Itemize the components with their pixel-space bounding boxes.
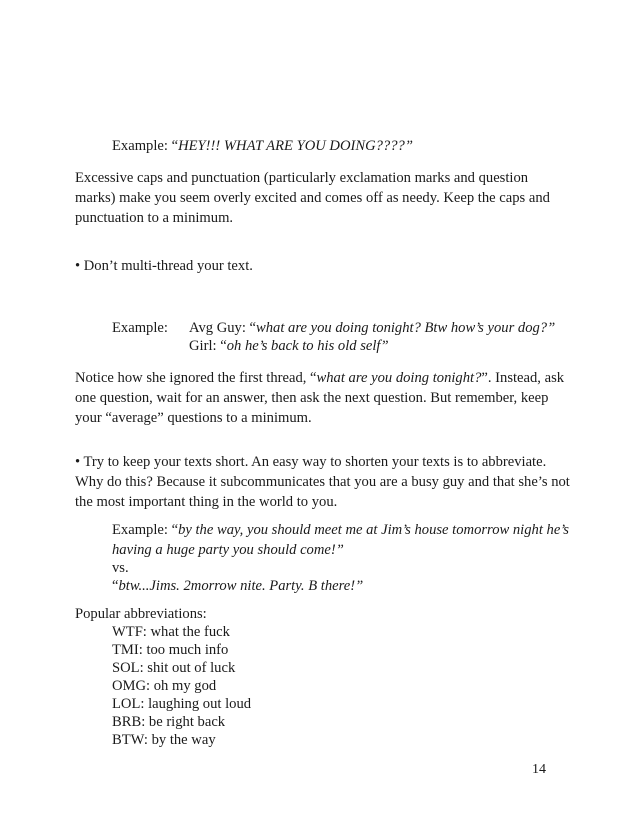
example-text: HEY!!! WHAT ARE YOU DOING???? (178, 138, 405, 154)
example-label: Example: (112, 138, 168, 154)
example2-label: Example: (112, 320, 168, 336)
tip-short-paragraph (75, 452, 575, 512)
close-quote: ” (404, 138, 413, 154)
abbreviations-heading: Popular abbreviations: (75, 606, 207, 622)
example-label: Example: “ (112, 522, 179, 538)
open-quote: “ (112, 578, 119, 594)
paragraph-line: marks) make you seem overly excited and comes off as needy. Keep the caps and (75, 190, 550, 206)
guy-speaker: Avg Guy: “ (189, 320, 257, 336)
text-run: Notice how she ignored the first thread, “ (75, 370, 317, 386)
abbreviation-item: WTF: what the fuck (112, 624, 230, 640)
example3-line2: having a huge party you should come!” (112, 542, 344, 558)
example3-line4 (112, 576, 363, 596)
italic-run: what are you doing tonight? (316, 370, 482, 386)
example3-vs: vs. (112, 560, 129, 576)
abbreviation-item: BRB: be right back (112, 714, 226, 730)
paragraph-line: Excessive caps and punctuation (particularly exclamation marks and question (75, 170, 529, 186)
abbreviation-item: LOL: laughing out loud (112, 696, 252, 712)
girl-speaker: Girl: “ (189, 338, 227, 354)
italic-run: by the way, you should meet me at Jim’s house tomorrow night he’s (178, 522, 569, 538)
text-run: ”. Instead, ask (481, 370, 565, 386)
example3-line1 (112, 520, 569, 540)
girl-text: oh he’s back to his old self” (226, 338, 389, 354)
guy-text: what are you doing tonight? Btw how’s your dog?” (256, 320, 556, 336)
page-number: 14 (532, 762, 546, 777)
abbreviation-item: SOL: shit out of luck (112, 660, 236, 676)
girl-message (189, 336, 389, 356)
notice-paragraph (75, 368, 575, 428)
paragraph-line (75, 368, 575, 388)
tip-multithread: • Don’t multi-thread your text. (75, 258, 253, 274)
paragraph-line: punctuation to a minimum. (75, 210, 234, 226)
caps-paragraph (75, 168, 575, 228)
paragraph-line: one question, wait for an answer, then ask the next question. But remember, keep (75, 390, 549, 406)
paragraph-line: • Try to keep your texts short. An easy way to shorten your texts is to abbreviate. (75, 454, 547, 470)
paragraph-line: Why do this? Because it subcommunicates that you are a busy guy and that she’s not (75, 474, 570, 490)
paragraph-line: the most important thing in the world to you. (75, 494, 338, 510)
abbreviation-item: TMI: too much info (112, 642, 229, 658)
abbreviation-item: OMG: oh my god (112, 678, 217, 694)
guy-message (189, 318, 555, 338)
paragraph-line: your “average” questions to a minimum. (75, 410, 312, 426)
open-quote: “ (171, 138, 179, 154)
abbreviation-item: BTW: by the way (112, 732, 216, 748)
italic-run: btw...Jims. 2morrow nite. Party. B there!” (118, 578, 364, 594)
example-hey (112, 136, 413, 156)
